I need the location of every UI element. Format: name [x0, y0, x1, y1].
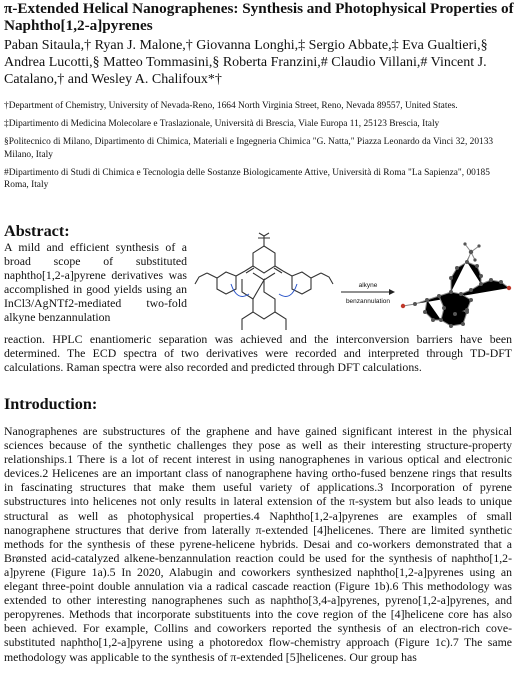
starting-material-structure	[195, 233, 333, 330]
affiliations	[4, 100, 512, 197]
introduction-text: Nanographenes are substructures of the graphene and have gained significant interest in the physical sciences because of the synthetic challenges they pose as well as their interesting structure-property relationships.1 There is a lot of recent interest in using nanographenes in various optical and electronic devices.2 Helicenes are an important class of nanographene having ortho-fused benzene rings that results in fascinating structures that make them useful variety of applications.3 Incorporation of pyrene substructures into helicenes not only results in lateral extension of the π-system but also leads to unique structural as well as photophysical properties.4 Naphtho[1,2-a]pyrenes are examples of small nanographene structures that derive from laterally π-extended [4]helicenes. There are limited synthetic methods for the synthesis of these pyrene-helicene hybrids. Desai and co-workers demonstrated that a Brønsted acid-catalyzed alkene-benzannulation reaction could be used for the synthesis of naphtho[1,2-a]pyrene (Figure 1a).5 In 2020, Alabugin and coworkers synthesized naphtho[1,2-a]pyrenes using an elegant three-point double annulation via a radical cascade reaction (Figure 1b).6 This methodology was extended to other interesting nanographenes such as naphtho[3,4-a]pyrenes, pyreno[1,2-a]pyrenes, and peropyrenes. Methods that incorporate substituents into the cove region of the [4]helicene core has also been achieved. For example, Collins and coworkers reported the synthesis of an electron-rich cove-substituted naphtho[1,2-a]pyrene using a photoredox flow-chemistry approach (Figure 1c).7 The same methodology was applicable to the synthesis of π-extended [5]helicenes. Our group has	[4, 424, 512, 664]
paper-title: π-Extended Helical Nanographenes: Synthesis and Photophysical Properties of Naphtho[1,2-a]pyrenes	[4, 0, 514, 34]
affiliation-1: †Department of Chemistry, University of Nevada-Reno, 1664 North Virginia Street, Reno, Nevada 89557, United States.	[4, 101, 458, 111]
blue-curved-arrow	[279, 284, 297, 296]
affiliation-2: ‡Dipartimento di Medicina Molecolare e Traslazionale, Università di Brescia, Viale Europa 11, 25123 Brescia, Italy	[4, 118, 440, 129]
abstract-heading: Abstract:	[4, 222, 70, 240]
arrow-label-top: alkyne	[358, 282, 378, 289]
abstract-text-part2: reaction. HPLC enantiomeric separation was achieved and the interconversion barriers have been determined. The ECD spectra of two derivatives were recorded and interpreted through TD-DFT calculations. Raman spectra were also recorded and predicted through DFT calculations.	[4, 332, 512, 375]
reaction-scheme-graphic	[189, 232, 515, 332]
introduction-heading: Introduction:	[4, 395, 98, 413]
abstract-text-part1: A mild and efficient synthesis of a broad scope of substituted naphtho[1,2-a]pyrene derivatives was accomplished in good yields using an InCl3/AgNTf2-mediated two-fold alkyne benzannulation	[4, 240, 187, 325]
reaction-arrow	[341, 282, 395, 305]
affiliation-3: §Politecnico di Milano, Dipartimento di Chimica, Materiali e Ingegneria Chimica "G. Natta," Piazza Leonardo da Vinci 32, 20133 Milano, Italy	[4, 136, 494, 160]
author-list: Paban Sitaula,† Ryan J. Malone,† Giovanna Longhi,‡ Sergio Abbate,‡ Eva Gualtieri,§ Andrea Lucotti,§ Matteo Tommasini,§ Roberta Franzini,# Claudio Villani,# Vincent J. Catalano,† and Wesley A. Chalifoux*†	[4, 38, 488, 87]
arrow-label-bottom: benzannulation	[345, 298, 391, 305]
affiliation-4: #Dipartimento di Studi di Chimica e Tecnologia delle Sostanze Biologicamente Attive, Università di Roma "La Sapienza", 00185 Roma, Italy	[4, 167, 490, 191]
